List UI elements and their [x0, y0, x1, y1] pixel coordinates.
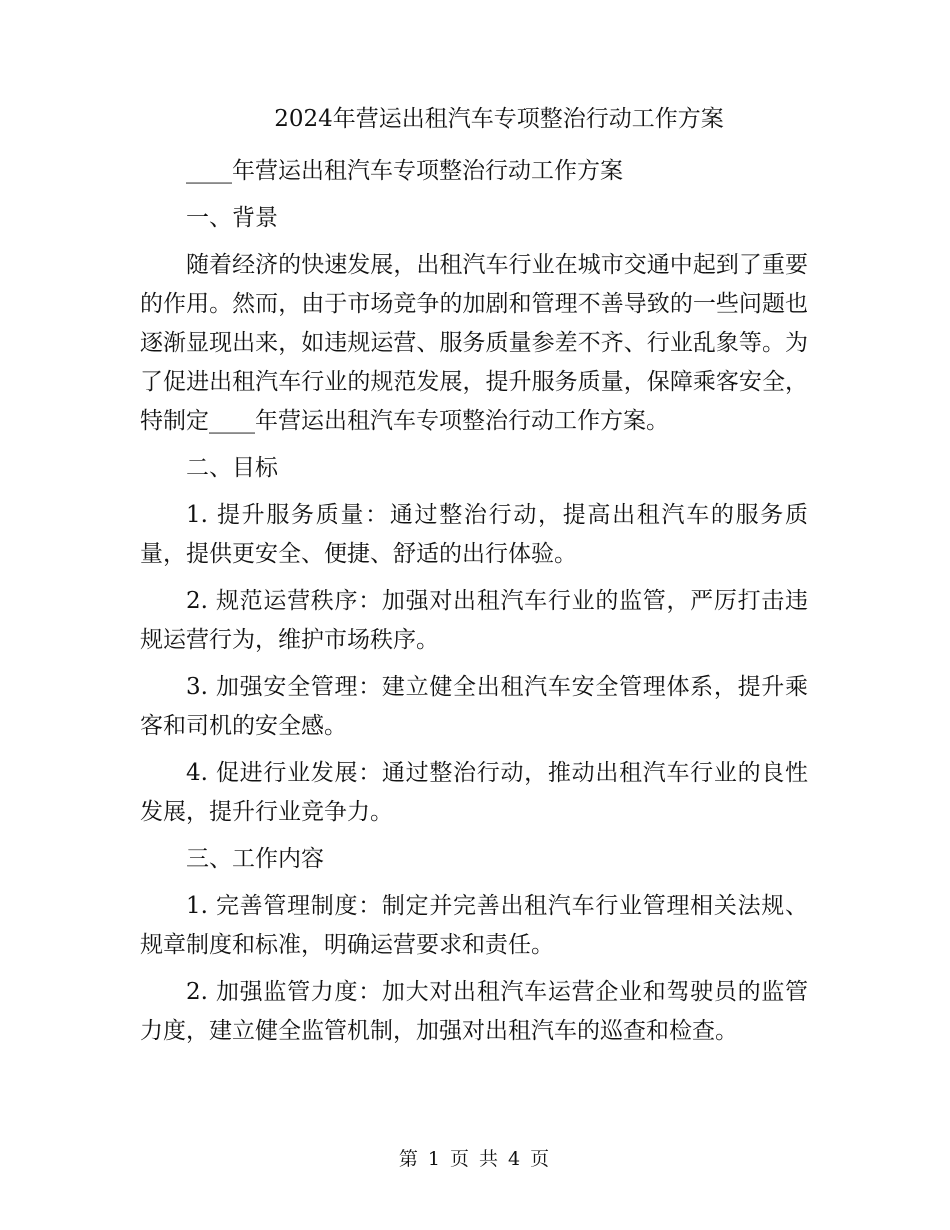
goal-item-2: 2. 规范运营秩序：加强对出租汽车行业的监管，严厉打击违规运营行为，维护市场秩序。 [140, 588, 808, 653]
work-item-1: 1. 完善管理制度：制定并完善出租汽车行业管理相关法规、规章制度和标准，明确运营要求和责任。 [140, 893, 808, 958]
document-title: 2024年营运出租汽车专项整治行动工作方案 [274, 106, 724, 132]
work-item-2: 2. 加强监管力度：加大对出租汽车运营企业和驾驶员的监管力度，建立健全监管机制，加强对出租汽车的巡查和检查。 [140, 979, 808, 1044]
subtitle-paragraph: ____年营运出租汽车专项整治行动工作方案 [186, 158, 623, 184]
page-footer: 第 1 页 共 4 页 [398, 1148, 552, 1170]
goal-item-4: 4. 促进行业发展：通过整治行动，推动出租汽车行业的良性发展，提升行业竞争力。 [140, 760, 808, 825]
goal-item-1: 1. 提升服务质量：通过整治行动，提高出租汽车的服务质量，提供更安全、便捷、舒适的出行体验。 [140, 502, 808, 567]
section-heading-background: 一、背景 [186, 205, 278, 231]
document-body [140, 152, 808, 1059]
section-heading-goals: 二、目标 [186, 455, 278, 481]
background-paragraph: 随着经济的快速发展，出租汽车行业在城市交通中起到了重要的作用。然而，由于市场竞争的加剧和管理不善导致的一些问题也逐渐显现出来，如违规运营、服务质量参差不齐、行业乱象等。为了促进出租汽车行业的规范发展，提升服务质量，保障乘客安全，特制定____年营运出租汽车专项整治行动工作方案。 [140, 252, 808, 434]
section-heading-work-content: 三、工作内容 [186, 846, 324, 872]
goal-item-3: 3. 加强安全管理：建立健全出租汽车安全管理体系，提升乘客和司机的安全感。 [140, 674, 808, 739]
